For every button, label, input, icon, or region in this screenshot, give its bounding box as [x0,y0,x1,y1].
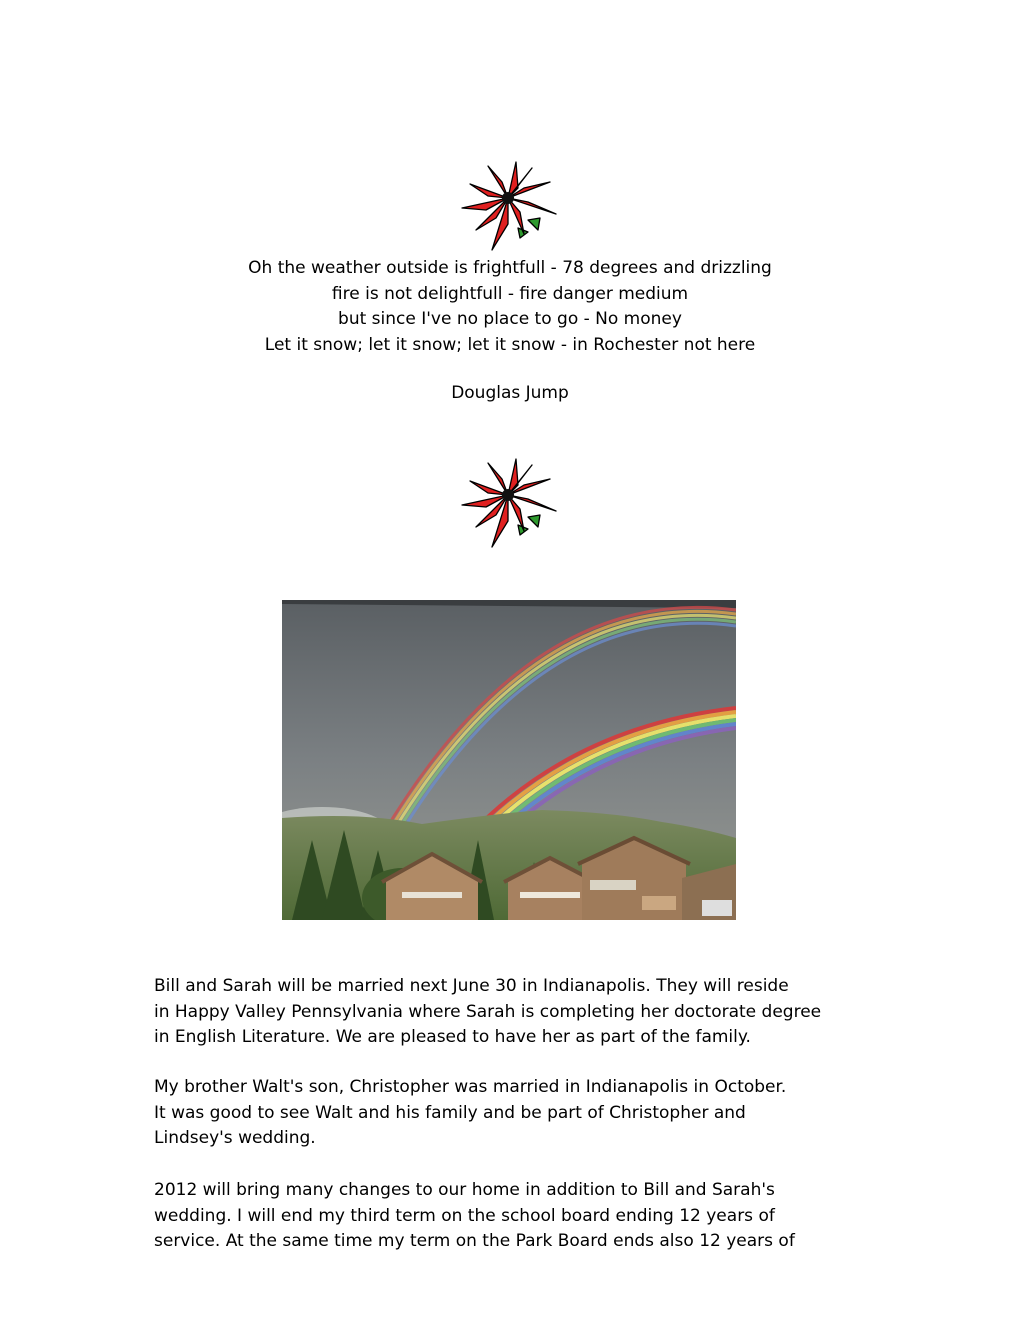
double-rainbow-photo [282,600,736,920]
paragraph-line: My brother Walt's son, Christopher was married in Indianapolis in October. [154,1077,787,1097]
poem-line: but since I've no place to go - No money [338,309,682,329]
poem [0,256,1020,358]
paragraph-line: 2012 will bring many changes to our home in addition to Bill and Sarah's [154,1180,775,1200]
poinsettia-icon [458,158,558,253]
paragraph-christopher-wedding [154,1075,874,1152]
paragraph-line: It was good to see Walt and his family and be part of Christopher and [154,1102,746,1123]
paragraph-line: wedding. I will end my third term on the school board ending 12 years of [154,1205,775,1226]
paragraph-wedding-news [154,974,874,1051]
paragraph-line: in Happy Valley Pennsylvania where Sarah is completing her doctorate degree [154,1001,822,1022]
poem-line: fire is not delightfull - fire danger medium [331,283,689,304]
signature: Douglas Jump [451,383,569,403]
poem-line: Oh the weather outside is frightfull - 78 degrees and drizzling [248,258,772,278]
paragraph-line: service. At the same time my term on the Park Board ends also 12 years of [154,1231,795,1251]
paragraph-line: Lindsey's wedding. [154,1128,316,1148]
paragraph-2012-changes [154,1178,874,1255]
paragraph-line: in English Literature. We are pleased to have her as part of the family. [154,1027,751,1047]
poem-line: Let it snow; let it snow; let it snow - in Rochester not here [264,334,756,355]
paragraph-line: Bill and Sarah will be married next June 30 in Indianapolis. They will reside [154,976,789,996]
poinsettia-icon [458,455,558,550]
